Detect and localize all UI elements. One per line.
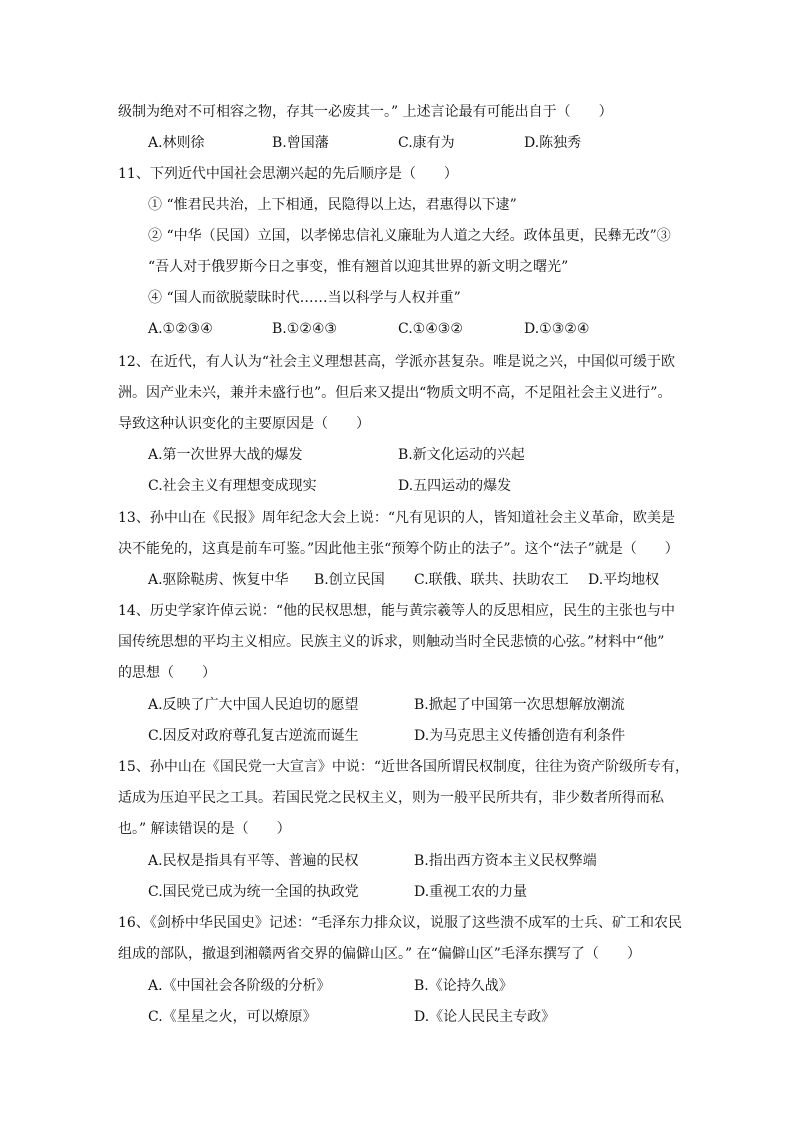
q14-stem-line-1: 14、历史学家许倬云说：“他的民权思想，能与黄宗羲等人的反思相应，民生的主张也与中	[118, 603, 675, 619]
q12-option-d: D.五四运动的爆发	[398, 478, 512, 494]
q10-option-a: A.林则徐	[148, 135, 205, 151]
q15-option-a: A.民权是指具有平等、普遍的民权	[148, 853, 359, 869]
q16-stem-line-2: 组成的部队，撤退到湘赣两省交界的偏僻山区。” 在“偏僻山区”毛泽东撰写了（ ）	[118, 946, 641, 962]
q11-option-c: C.①④③②	[398, 321, 463, 337]
q12-option-b: B.新文化运动的兴起	[398, 447, 525, 463]
q15-option-c: C.国民党已成为统一全国的执政党	[148, 884, 359, 900]
q14-option-a: A.反映了广大中国人民迫切的愿望	[148, 697, 359, 713]
q11-stem: 11、下列近代中国社会思潮兴起的先后顺序是（ ）	[118, 166, 458, 182]
q11-item-1: ① “惟君民共治，上下相通，民隐得以上达，君惠得以下逮”	[148, 197, 517, 213]
q10-option-d: D.陈独秀	[524, 135, 582, 151]
q13-stem-line-1: 13、孙中山在《民报》周年纪念大会上说：“凡有见识的人，皆知道社会主义革命，欧美是	[118, 510, 675, 526]
q16-option-b: B.《论持久战》	[414, 978, 513, 994]
q13-option-a: A.驱除鞑虏、恢复中华	[148, 572, 289, 588]
q16-option-c: C.《星星之火，可以燎原》	[148, 1009, 317, 1025]
q12-stem-line-1: 12、在近代，有人认为“社会主义理想甚高，学派亦甚复杂。唯是说之兴，中国似可缓于欧	[118, 354, 675, 370]
q15-option-b: B.指出西方资本主义民权弊端	[414, 853, 597, 869]
q13-stem-line-2: 决不能免的，这真是前车可鉴。”因此他主张“预筹个防止的法子”。这个“法子”就是（ ）	[118, 541, 679, 557]
q10-option-c: C.康有为	[398, 135, 455, 151]
q11-option-a: A.①②③④	[148, 321, 213, 337]
q11-option-b: B.①②④③	[272, 321, 337, 337]
q13-option-b: B.创立民国	[314, 572, 385, 588]
q16-option-a: A.《中国社会各阶级的分析》	[148, 978, 331, 994]
q11-option-d: D.①③②④	[524, 321, 590, 337]
q15-stem-line-1: 15、孙中山在《国民党一大宣言》中说：“近世各国所谓民权制度，往往为资产阶级所专有，	[118, 759, 689, 775]
q10-stem-tail: 级制为绝对不可相容之物，存其一必废其一。” 上述言论最有可能出自于（ ）	[118, 104, 613, 120]
q16-stem-line-1: 16、《剑桥中华民国史》记述：“毛泽东力排众议，说服了这些溃不成军的士兵、矿工和农民	[118, 915, 682, 931]
q15-stem-line-2: 适成为压迫平民之工具。若国民党之民权主义，则为一般平民所共有，非少数者所得而私	[118, 790, 664, 806]
q14-stem-line-3: 的思想（ ）	[118, 665, 216, 681]
q10-option-b: B.曾国藩	[272, 135, 329, 151]
q14-stem-line-2: 国传统思想的平均主义相应。民族主义的诉求，则触动当时全民悲愤的心弦。”材料中“他”	[118, 634, 665, 650]
q12-option-a: A.第一次世界大战的爆发	[148, 447, 303, 463]
q16-option-d: D.《论人民民主专政》	[414, 1009, 556, 1025]
q11-item-4: ④ “国人而欲脱蒙昧时代……当以科学与人权并重”	[148, 290, 461, 306]
q11-item-2: ② “中华（民国）立国，以孝悌忠信礼义廉耻为人道之大经。政体虽更，民彝无改”③	[148, 228, 671, 244]
q14-option-b: B.掀起了中国第一次思想解放潮流	[414, 697, 625, 713]
q13-option-c: C.联俄、联共、扶助农工	[414, 572, 569, 588]
q12-option-c: C.社会主义有理想变成现实	[148, 478, 317, 494]
q12-stem-line-3: 导致这种认识变化的主要原因是（ ）	[118, 416, 370, 432]
q15-option-d: D.重视工农的力量	[414, 884, 528, 900]
q13-option-d: D.平均地权	[588, 572, 660, 588]
q14-option-d: D.为马克思主义传播创造有利条件	[414, 728, 626, 744]
q15-stem-line-3: 也。” 解读错误的是（ ）	[118, 821, 291, 837]
q14-option-c: C.因反对政府尊孔复古逆流而诞生	[148, 728, 359, 744]
q12-stem-line-2: 洲。因产业未兴，兼并未盛行也”。但后来又提出“物质文明不高，不足阻社会主义进行”。	[118, 385, 672, 401]
q11-item-3: “吾人对于俄罗斯今日之事变，惟有翘首以迎其世界的新文明之曙光”	[148, 259, 569, 275]
